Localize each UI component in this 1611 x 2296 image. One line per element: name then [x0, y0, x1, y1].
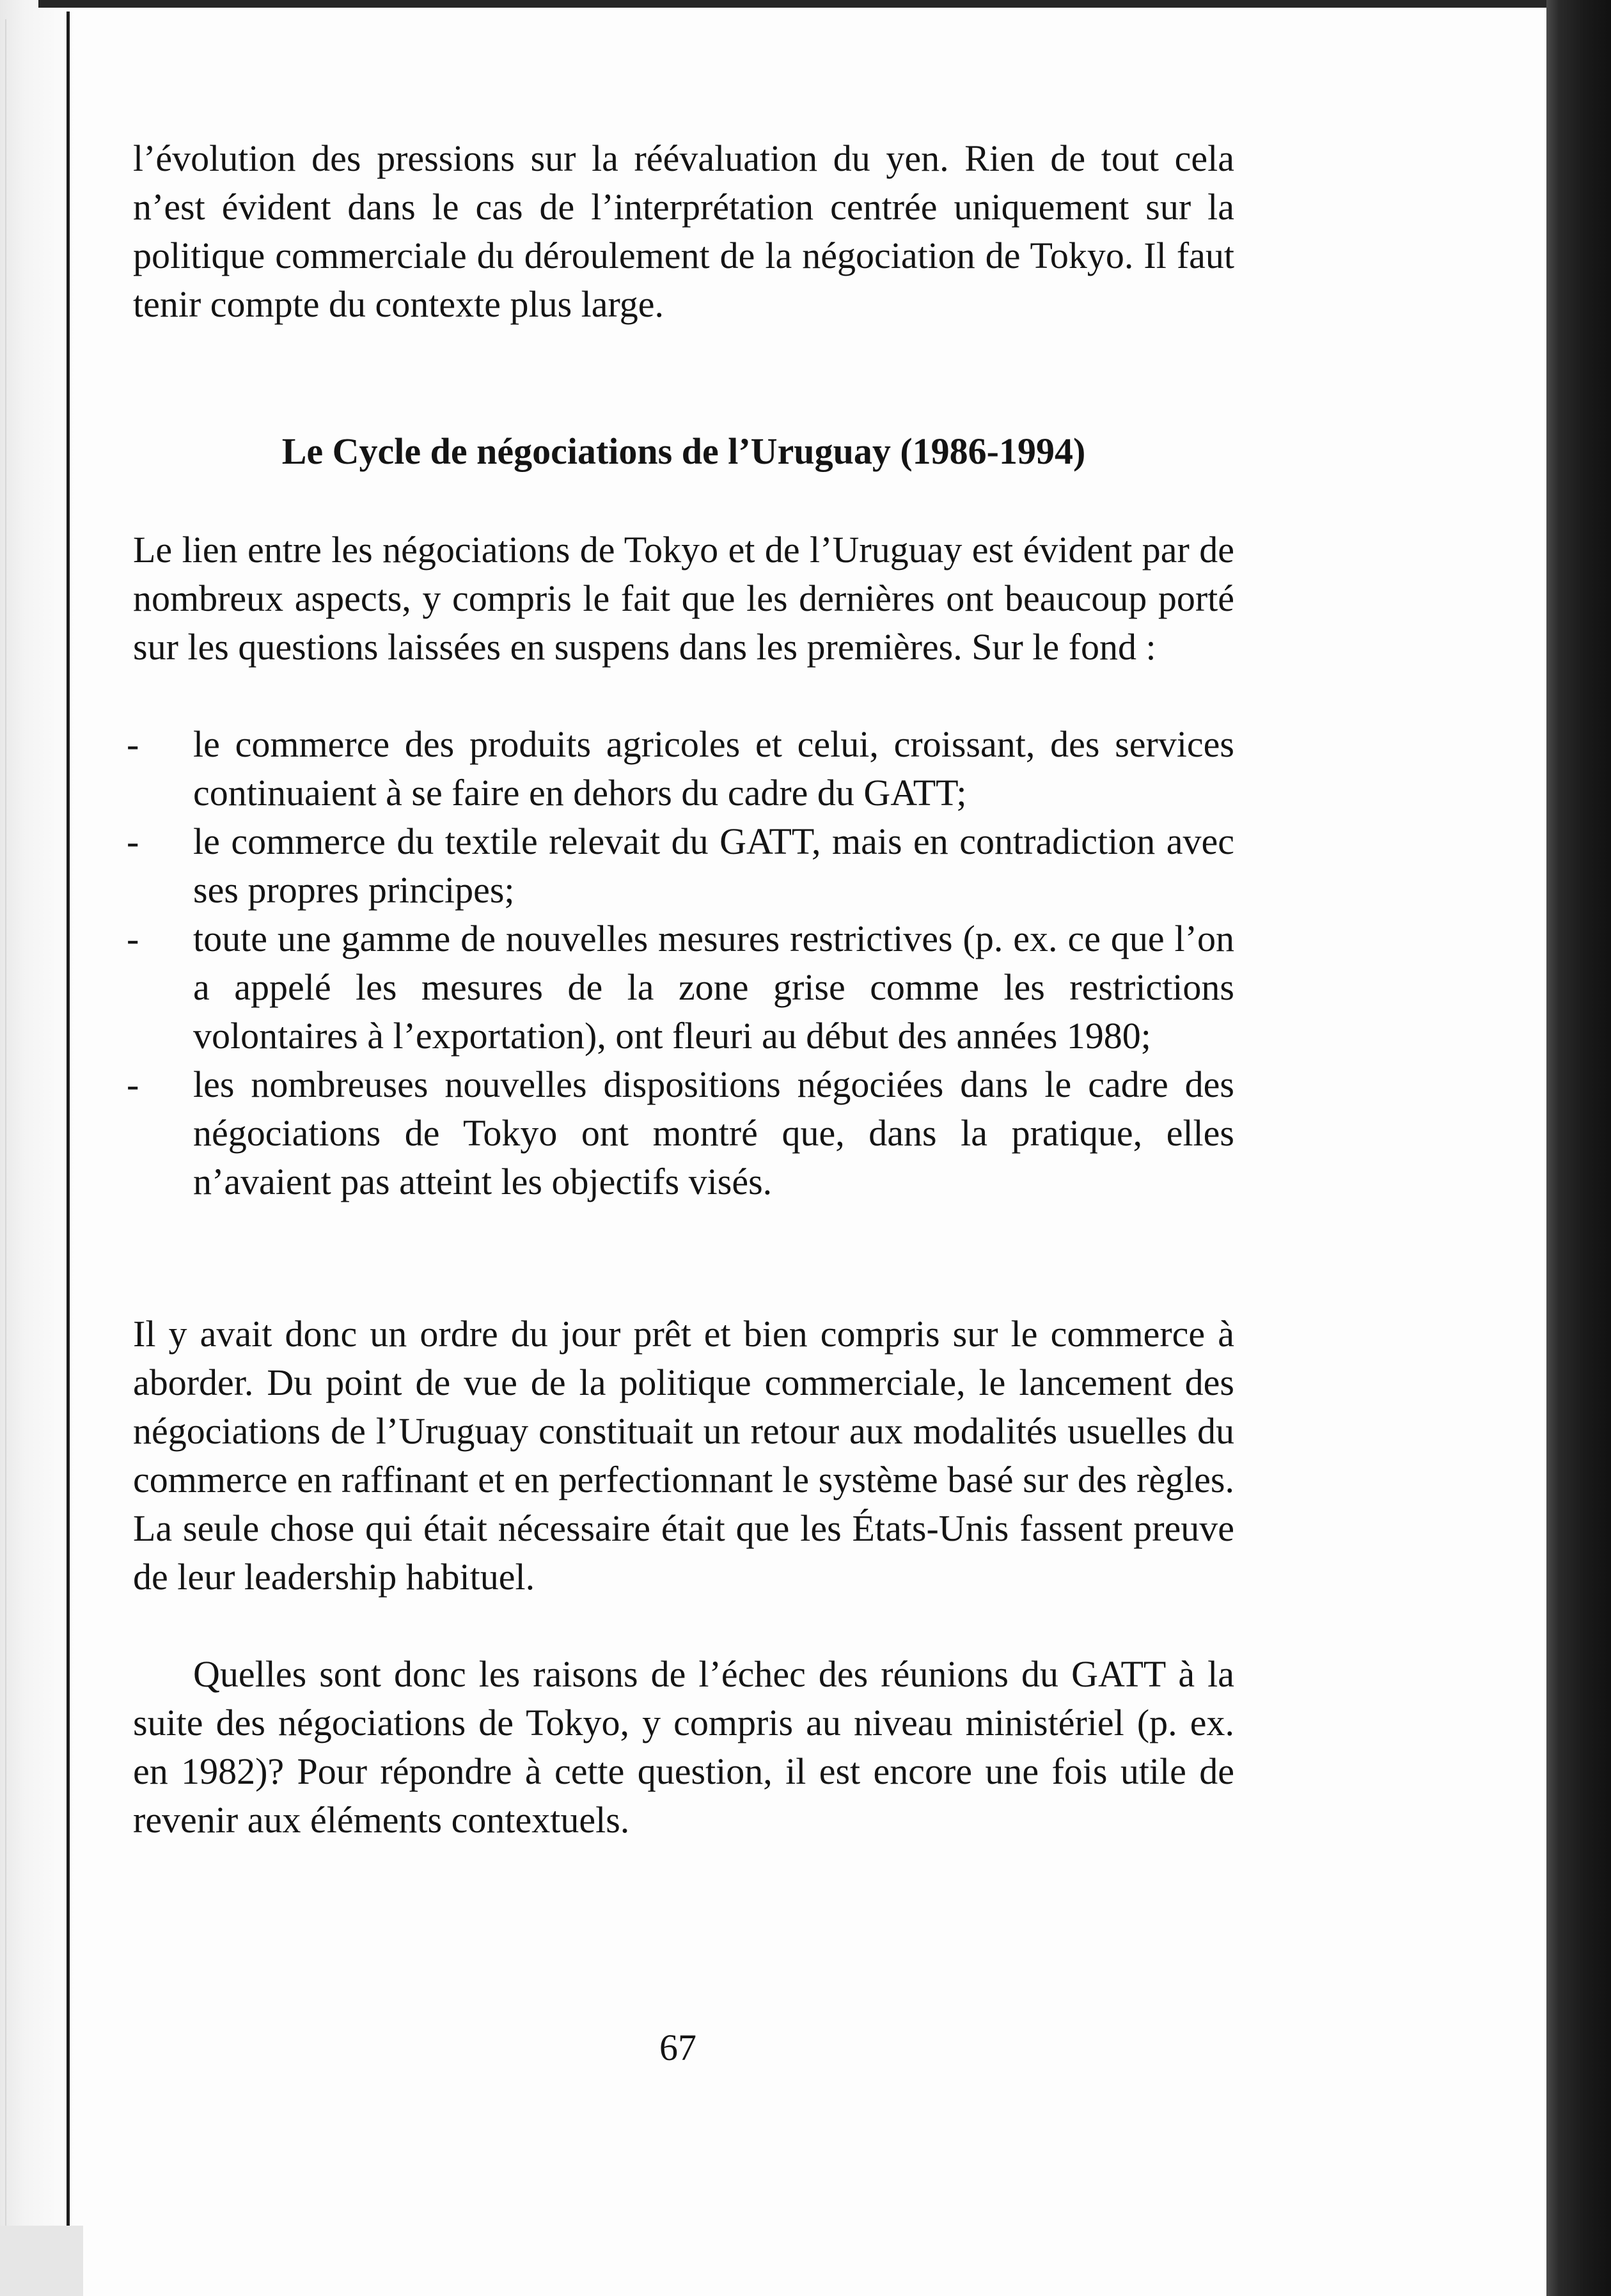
- corner-shadow: [0, 2226, 83, 2296]
- page-number: 67: [659, 2027, 696, 2068]
- list-item: [127, 915, 1234, 1060]
- section-heading: Le Cycle de négociations de l’Uruguay (1986-1994): [281, 430, 1086, 472]
- bullet-dash: -: [127, 918, 139, 959]
- right-scan-edge: [1546, 0, 1611, 2296]
- bullet-list: [127, 720, 1234, 1206]
- paragraph-intro: Le lien entre les négociations de Tokyo et de l’Uruguay est évident par de nombreux aspects, y compris le fait que les dernières ont beaucoup porté sur les questions laissées en suspens dans les premières. Sur le fond :: [133, 529, 1234, 668]
- list-item: [127, 817, 1234, 915]
- bullet-text: toute une gamme de nouvelles mesures restrictives (p. ex. ce que l’on a appelé les mesures de la zone grise comme les restrictions volontaires à l’exportation), ont fleuri au début des années 1980;: [193, 918, 1234, 1057]
- scan-edge-line: [5, 19, 6, 2270]
- bullet-text: le commerce des produits agricoles et celui, croissant, des services continuaient à se faire en dehors du cadre du GATT;: [193, 723, 1234, 814]
- paragraph-question: Quelles sont donc les raisons de l’échec des réunions du GATT à la suite des négociations de Tokyo, y compris au niveau ministériel (p. ex. en 1982)? Pour répondre à cette question, il est encore une fois utile de revenir aux éléments contextuels.: [133, 1653, 1234, 1841]
- bullet-text: le commerce du textile relevait du GATT, mais en contradiction avec ses propres principes;: [193, 821, 1234, 911]
- paragraph-top: l’évolution des pressions sur la réévaluation du yen. Rien de tout cela n’est évident dans le cas de l’interprétation centrée uniquement sur la politique commerciale du déroulement de la négociation de Tokyo. Il faut tenir compte du contexte plus large.: [133, 138, 1234, 325]
- bullet-dash: -: [127, 1064, 139, 1105]
- top-scan-edge: [38, 0, 1548, 8]
- bullet-text: les nombreuses nouvelles dispositions négociées dans le cadre des négociations de Tokyo ont montré que, dans la pratique, elles n’avaient pas atteint les objectifs visés.: [193, 1064, 1234, 1202]
- list-item: [127, 720, 1234, 817]
- bullet-dash: -: [127, 821, 139, 862]
- list-item: [127, 1060, 1234, 1206]
- bullet-dash: -: [127, 723, 139, 765]
- paragraph-agenda: Il y avait donc un ordre du jour prêt et bien compris sur le commerce à aborder. Du point de vue de la politique commerciale, le lancement des négociations de l’Uruguay constituait un retour aux modalités usuelles du commerce en raffinant et en perfectionnant le système basé sur des règles. La seule chose qui était nécessaire était que les États-Unis fassent preuve de leur leadership habituel.: [133, 1313, 1234, 1598]
- binding-shadow: [0, 0, 77, 2296]
- binding-edge-line: [67, 12, 70, 2288]
